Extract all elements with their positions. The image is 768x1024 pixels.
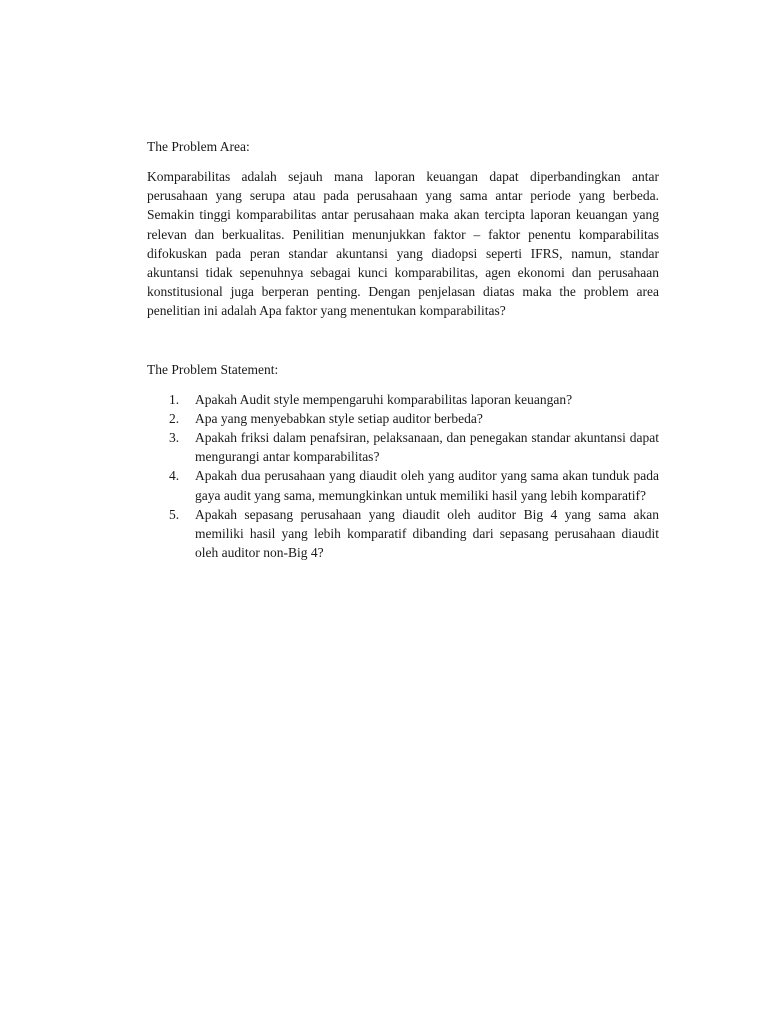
list-item xyxy=(147,466,659,504)
list-item-text: Apakah sepasang perusahaan yang diaudit oleh auditor Big 4 yang sama akan memiliki hasil yang lebih komparatif dibanding dari sepasang perusahaan diaudit oleh auditor non-Big 4? xyxy=(195,506,659,561)
list-item-text: Apakah friksi dalam penafsiran, pelaksanaan, dan penegakan standar akuntansi dapat mengurangi antar komparabilitas? xyxy=(195,430,659,465)
list-item xyxy=(147,428,659,466)
problem-statement-list xyxy=(147,390,659,563)
list-item-number: 1. xyxy=(169,391,180,407)
list-item xyxy=(147,505,659,563)
problem-area-heading: The Problem Area: xyxy=(147,139,250,154)
list-item-number: 4. xyxy=(169,468,180,484)
list-item-number: 2. xyxy=(169,410,180,426)
list-item-number: 5. xyxy=(169,506,180,522)
list-item xyxy=(147,390,659,409)
document-page xyxy=(147,137,659,562)
list-item-text: Apa yang menyebabkan style setiap auditor berbeda? xyxy=(195,410,483,426)
list-item-text: Apakah Audit style mempengaruhi komparabilitas laporan keuangan? xyxy=(195,391,573,407)
list-item-number: 3. xyxy=(169,430,180,446)
problem-statement-heading: The Problem Statement: xyxy=(147,361,279,377)
list-item xyxy=(147,409,659,428)
list-item-text: Apakah dua perusahaan yang diaudit oleh yang auditor yang sama akan tunduk pada gaya audit yang sama, memungkinkan untuk memiliki hasil yang lebih komparatif? xyxy=(195,468,659,503)
problem-area-paragraph: Komparabilitas adalah sejauh mana laporan keuangan dapat diperbandingkan antar perusahaan yang serupa atau pada perusahaan yang sama antar periode yang berbeda. Semakin tinggi komparabilitas antar perusahaan maka akan tercipta laporan keuangan yang relevan dan berkualitas. Penilitian menunjukkan faktor – faktor penentu komparabilitas difokuskan pada peran standar akuntansi yang diadopsi seperti IFRS, namun, standar akuntansi tidak sepenuhnya sebagai kunci komparabilitas, agen ekonomi dan perusahaan konstitusional juga berperan penting. Dengan penjelasan diatas maka the problem area penelitian ini adalah Apa faktor yang menentukan komparabilitas? xyxy=(147,169,659,319)
